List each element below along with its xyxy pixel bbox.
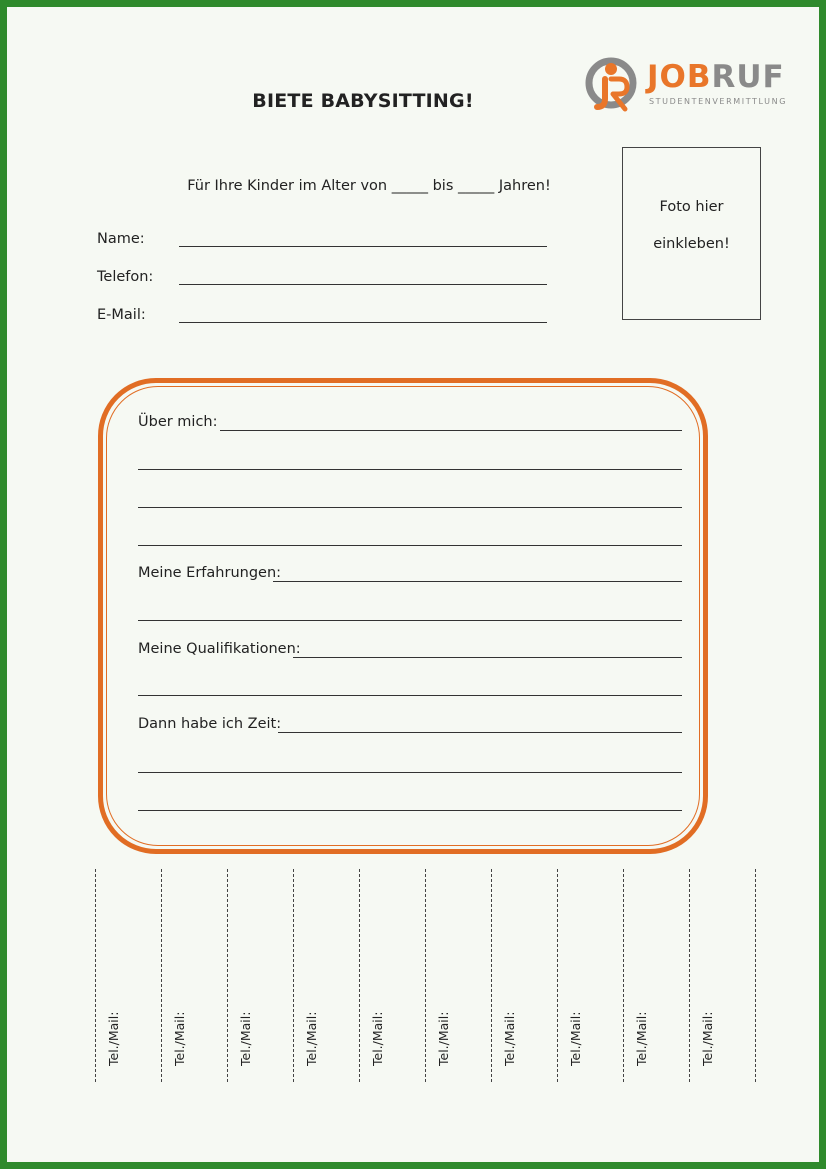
tear-off-cut-line	[293, 869, 294, 1082]
tear-off-tabs	[7, 869, 819, 1084]
tear-off-cut-line	[689, 869, 690, 1082]
logo-tagline: STUDENTENVERMITTLUNG	[649, 97, 788, 106]
age-range-line: Für Ihre Kinder im Alter von _____ bis _____ Jahren!	[187, 178, 551, 194]
tear-off-tab-label[interactable]: Tel./Mail:	[172, 1011, 187, 1066]
experience-extra-line[interactable]	[138, 604, 682, 624]
tear-off-tab-label[interactable]: Tel./Mail:	[370, 1011, 385, 1066]
blank-rule[interactable]	[138, 810, 682, 811]
tear-off-cut-line	[491, 869, 492, 1082]
flyer-page	[7, 7, 819, 1162]
phone-blank-line[interactable]	[179, 284, 547, 285]
experience-line[interactable]	[138, 565, 682, 585]
about-me-extra-line-3[interactable]	[138, 529, 682, 549]
flyer-title: BIETE BABYSITTING!	[252, 90, 474, 112]
name-label: Name:	[97, 231, 145, 247]
photo-box	[622, 147, 761, 320]
availability-rule[interactable]	[278, 732, 682, 733]
about-me-line[interactable]	[138, 414, 682, 434]
phone-label: Telefon:	[97, 269, 154, 285]
tear-off-cut-line	[755, 869, 756, 1082]
photo-box-line1: Foto hier	[659, 199, 724, 215]
name-blank-line[interactable]	[179, 246, 547, 247]
tear-off-tab-label[interactable]: Tel./Mail:	[634, 1011, 649, 1066]
tear-off-cut-line	[359, 869, 360, 1082]
tear-off-tab-label[interactable]: Tel./Mail:	[106, 1011, 121, 1066]
tear-off-cut-line	[557, 869, 558, 1082]
blank-rule[interactable]	[138, 545, 682, 546]
tear-off-tab-label[interactable]: Tel./Mail:	[502, 1011, 517, 1066]
tear-off-cut-line	[161, 869, 162, 1082]
jobruf-logo-icon	[583, 55, 643, 117]
blank-rule[interactable]	[138, 469, 682, 470]
about-me-extra-line-1[interactable]	[138, 453, 682, 473]
photo-box-line2: einkleben!	[653, 236, 730, 252]
about-me-label: Über mich:	[138, 414, 218, 430]
experience-label: Meine Erfahrungen:	[138, 565, 282, 581]
email-label: E-Mail:	[97, 307, 146, 323]
qualifications-line[interactable]	[138, 641, 682, 661]
blank-rule[interactable]	[138, 620, 682, 621]
blank-rule[interactable]	[138, 507, 682, 508]
about-me-extra-line-2[interactable]	[138, 491, 682, 511]
about-me-rule[interactable]	[220, 430, 682, 431]
qualifications-extra-line[interactable]	[138, 679, 682, 699]
experience-rule[interactable]	[273, 581, 682, 582]
tear-off-tab-label[interactable]: Tel./Mail:	[700, 1011, 715, 1066]
tear-off-tab-label[interactable]: Tel./Mail:	[238, 1011, 253, 1066]
tear-off-cut-line	[95, 869, 96, 1082]
tear-off-cut-line	[227, 869, 228, 1082]
availability-label: Dann habe ich Zeit:	[138, 716, 282, 732]
tear-off-tab-label[interactable]: Tel./Mail:	[568, 1011, 583, 1066]
blank-rule[interactable]	[138, 695, 682, 696]
availability-extra-line-2[interactable]	[138, 794, 682, 814]
tear-off-tab-label[interactable]: Tel./Mail:	[304, 1011, 319, 1066]
availability-line[interactable]	[138, 716, 682, 736]
email-blank-line[interactable]	[179, 322, 547, 323]
tear-off-cut-line	[425, 869, 426, 1082]
jobruf-logo	[583, 55, 788, 119]
logo-wordmark: JOBRUF	[647, 59, 785, 95]
blank-rule[interactable]	[138, 772, 682, 773]
availability-extra-line-1[interactable]	[138, 756, 682, 776]
tear-off-tab-label[interactable]: Tel./Mail:	[436, 1011, 451, 1066]
qualifications-rule[interactable]	[293, 657, 682, 658]
tear-off-cut-line	[623, 869, 624, 1082]
qualifications-label: Meine Qualifikationen:	[138, 641, 301, 657]
